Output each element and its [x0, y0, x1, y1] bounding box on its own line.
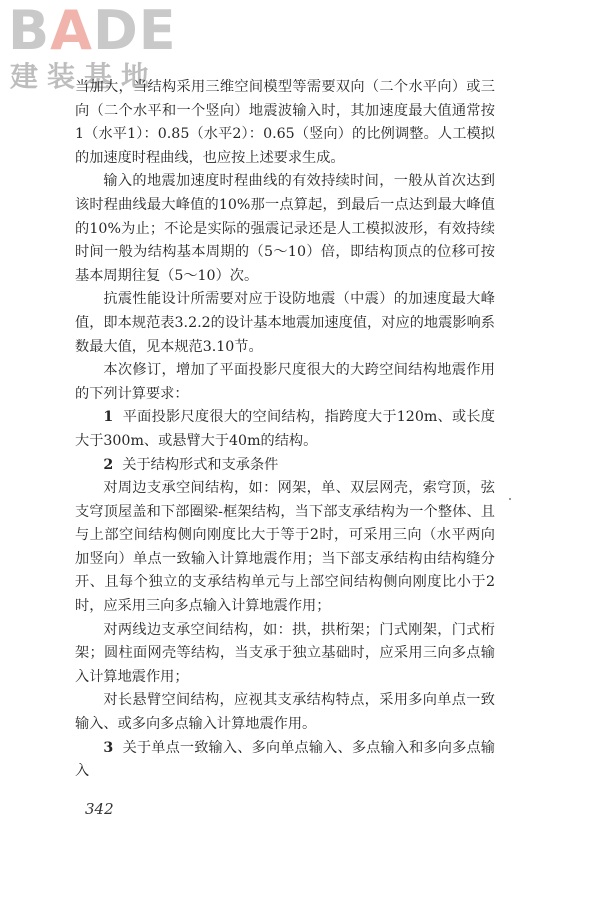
document-body — [75, 76, 495, 784]
paragraph-text: 本次修订，增加了平面投影尺度很大的大跨空间结构地震作用的下列计算要求： — [75, 362, 495, 402]
paragraph — [75, 619, 495, 690]
paragraph — [75, 477, 495, 619]
paragraph — [75, 689, 495, 736]
paragraph-text: 关于单点一致输入、多向单点输入、多点输入和多向多点输入 — [75, 739, 495, 780]
page-number: 342 — [85, 800, 114, 818]
logo-letter-a: A — [50, 0, 93, 62]
paragraph — [75, 288, 495, 359]
numbered-item — [75, 737, 495, 784]
numbered-item — [75, 406, 495, 453]
paragraph-text: 对长悬臂空间结构，应视其支承结构特点，采用多向单点一致输入、或多向多点输入计算地震作用。 — [75, 692, 495, 733]
item-number: 1 — [103, 409, 114, 426]
paragraph — [75, 170, 495, 288]
paragraph-text: 输入的地震加速度时程曲线的有效持续时间，一般从首次达到该时程曲线最大峰值的10%那一点算起，到最后一点达到最大峰值的10%为止；不论是实际的强震记录还是人工模拟波形，有效持续时间一般为结构基本周期的（5～10）倍，即结构顶点的位移可按基本周期往复（5～10）次。 — [75, 173, 495, 284]
logo-letter-b: B — [8, 0, 51, 62]
paragraph-text: 平面投影尺度很大的空间结构，指跨度大于120m、或长度大于300m、或悬臂大于40m的结构。 — [75, 409, 495, 449]
paragraph-text: 抗震性能设计所需要对应于设防地震（中震）的加速度最大峰值，即本规范表3.2.2的设计基本地震加速度值，对应的地震影响系数最大值，见本规范3.10节。 — [75, 291, 495, 355]
logo-subtitle: 建装基地 — [10, 60, 159, 93]
paragraph-text: 当加大，当结构采用三维空间模型等需要双向（二个水平向）或三向（二个水平和一个竖向）地震波输入时，其加速度最大值通常按1（水平1）：0.85（水平2）：0.65（竖向）的比例调整。人工模拟的加速度时程曲线，也应按上述要求生成。 — [75, 79, 495, 166]
paragraph-text: 对周边支承空间结构，如：网架，单、双层网壳，索穹顶，弦支穹顶屋盖和下部圈梁-框架结构，当下部支承结构为一个整体、且与上部空间结构侧向刚度比大于等于2时，可采用三向（水平两向加竖向）单点一致输入计算地震作用；当下部支承结构由结构缝分开、且每个独立的支承结构单元与上部空间结构侧向刚度比小于2时，应采用三向多点输入计算地震作用； — [75, 480, 495, 615]
item-number: 2 — [103, 456, 114, 473]
logo-wordmark — [8, 2, 177, 60]
paragraph-text: 关于结构形式和支承条件 — [122, 456, 279, 473]
speck-mark — [509, 498, 511, 500]
item-number: 3 — [103, 739, 114, 756]
paragraph — [75, 76, 495, 170]
numbered-item — [75, 454, 495, 478]
paragraph — [75, 359, 495, 406]
logo-letters-de: DE — [92, 0, 177, 62]
paragraph-text: 对两线边支承空间结构，如：拱，拱桁架；门式刚架，门式桁架；圆柱面网壳等结构，当支承于独立基础时，应采用三向多点输入计算地震作用； — [75, 621, 495, 685]
